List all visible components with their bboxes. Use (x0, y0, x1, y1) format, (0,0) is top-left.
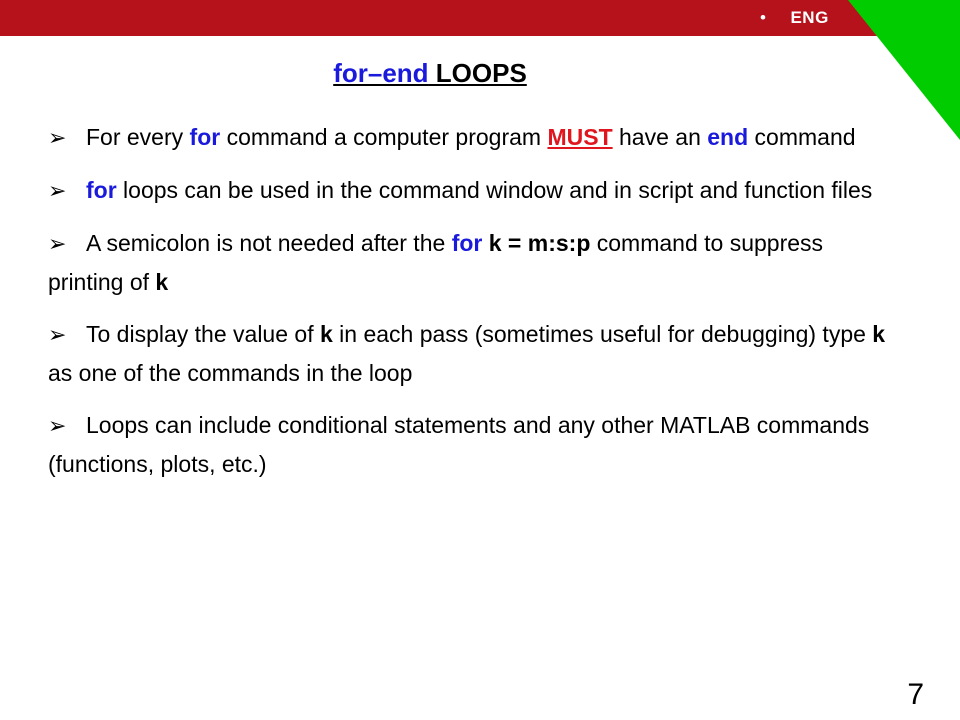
bullet-text: Loops can include conditional statements and any other MATLAB commands (functions, plots, etc.) (48, 412, 870, 477)
header-text: ENG (790, 8, 829, 27)
bullet-item (48, 224, 898, 301)
bullet-text: loops can be used in the command window and in script and function files (116, 177, 873, 203)
bullet-text: A semicolon is not needed after the (86, 230, 452, 256)
bullet-item (48, 118, 898, 157)
page-number: 7 (907, 678, 924, 711)
bullet-list (48, 118, 898, 497)
bullet-text: command a computer program (220, 124, 548, 150)
keyword-for: for (86, 177, 117, 203)
slide-title (0, 58, 860, 89)
header-label (760, 8, 829, 28)
title-rest: LOOPS (428, 58, 527, 88)
title-keyword: for–end (333, 58, 429, 88)
header-bullet: • (760, 8, 767, 27)
arrow-bullet-icon: ➢ (48, 178, 67, 203)
code-expression: k = m:s:p (488, 230, 591, 256)
bullet-item (48, 315, 898, 392)
keyword-end: end (707, 124, 749, 150)
bullet-text: command (748, 124, 856, 150)
bullet-text: as one of the commands in the loop (48, 360, 413, 386)
code-variable: k (319, 321, 333, 347)
keyword-for: for (451, 230, 483, 256)
keyword-for: for (189, 124, 221, 150)
bullet-text: have an (612, 124, 708, 150)
code-variable: k (155, 269, 169, 295)
bullet-text: command to suppress printing of (48, 230, 824, 295)
bullet-item (48, 406, 898, 483)
bullet-text: To display the value of (86, 321, 320, 347)
code-variable: k (872, 321, 886, 347)
bullet-text: For every (86, 124, 190, 150)
emphasis-must: MUST (547, 124, 613, 150)
arrow-bullet-icon: ➢ (48, 125, 67, 150)
arrow-bullet-icon: ➢ (48, 413, 67, 438)
arrow-bullet-icon: ➢ (48, 231, 67, 256)
bullet-text: in each pass (sometimes useful for debugging) type (332, 321, 873, 347)
bullet-item (48, 171, 898, 210)
arrow-bullet-icon: ➢ (48, 322, 67, 347)
